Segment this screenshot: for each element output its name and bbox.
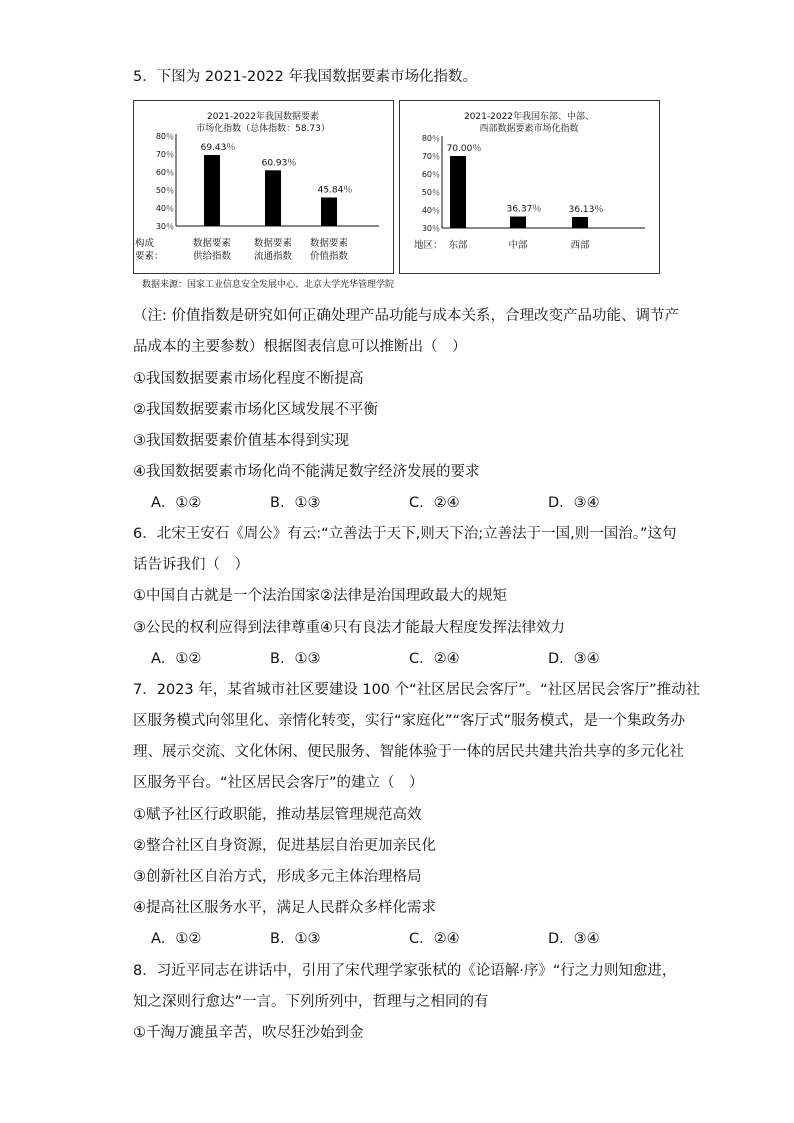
bar (510, 217, 526, 228)
bar-value-label: 45.84％ (317, 185, 353, 196)
category-label: 东部 (448, 240, 468, 251)
y-tick-label: 80％ (155, 132, 174, 141)
bar-value-label: 36.13％ (568, 204, 604, 215)
chart-title: 2021-2022年我国数据要素 (206, 112, 320, 122)
q5-option-d[interactable]: D．③④ (548, 495, 600, 511)
q6-items-line-1: ①中国自古就是一个法治国家②法律是治国理政最大的规矩 (133, 588, 507, 604)
q6-items-line-2: ③公民的权利应得到法律尊重④只有良法才能最大程度发挥法律效力 (133, 620, 565, 636)
q6-stem-line-2: 话告诉我们（ ） (133, 557, 249, 573)
q7-item-3: ③创新社区自治方式，形成多元主体治理格局 (133, 869, 422, 885)
chart-subtitle: 西部数据要素市场化指数 (479, 124, 579, 134)
y-tick-label: 30％ (421, 224, 440, 233)
category-label: 流通指数 (253, 251, 293, 262)
q7-stem-line-3: 理、展示交流、文化休闲、便民服务、智能体验于一体的居民共建共治共享的多元化社 (133, 744, 684, 760)
q7-option-d[interactable]: D．③④ (548, 931, 600, 947)
y-tick-label: 50％ (421, 188, 440, 197)
chart-subtitle: 市场化指数（总体指数：58.73） (196, 124, 330, 134)
y-tick-label: 70％ (155, 150, 174, 159)
q6-stem-line-1: 6．北宋王安石《周公》有云:“立善法于天下,则天下治;立善法于一国,则一国治。”这句 (133, 526, 677, 542)
category-label: 数据要素 (253, 238, 293, 249)
q5-option-b[interactable]: B．①③ (270, 495, 321, 511)
q6-option-b[interactable]: B．①③ (270, 651, 321, 667)
q7-item-1: ①赋予社区行政职能，推动基层管理规范高效 (133, 807, 422, 823)
bar-value-label: 60.93％ (261, 158, 297, 169)
bar (321, 197, 337, 226)
bar (450, 156, 466, 228)
q5-note-line-1: （注: 价值指数是研究如何正确处理产品功能与成本关系，合理改变产品功能、调节产 (133, 308, 679, 324)
q7-item-4: ④提高社区服务水平，满足人民群众多样化需求 (133, 900, 436, 916)
chart-source-note: 数据来源：国家工业信息安全发展中心、北京大学光华管理学院 (142, 280, 395, 290)
q7-stem-line-1: 7．2023 年，某省城市社区要建设 100 个“社区居民会客厅”。“社区居民会客厅”推动社 (133, 682, 701, 698)
q7-stem-line-4: 区服务平台。“社区居民会客厅”的建立（ ） (133, 775, 424, 791)
q6-option-c[interactable]: C．②④ (409, 651, 460, 667)
chart-regional-svg (400, 101, 659, 273)
y-tick-label: 30％ (155, 222, 174, 231)
bar-value-label: 70.00％ (446, 144, 482, 154)
category-label: 供给指数 (192, 251, 232, 262)
q8-item-1: ①千淘万漉虽辛苦，吹尽狂沙始到金 (133, 1025, 364, 1041)
category-axis-label: 要素： (135, 251, 164, 262)
y-tick-label: 80％ (421, 134, 440, 143)
q5-option-a[interactable]: A．①② (151, 495, 202, 511)
chart-national-svg (134, 101, 393, 273)
chart-national-index (133, 100, 394, 274)
q7-option-b[interactable]: B．①③ (270, 931, 321, 947)
bar-value-label: 36.37％ (506, 204, 542, 215)
y-tick-label: 70％ (421, 152, 440, 161)
q7-item-2: ②整合社区自身资源，促进基层自治更加亲民化 (133, 838, 436, 854)
q5-item-2: ②我国数据要素市场化区域发展不平衡 (133, 402, 378, 418)
bar-value-label: 69.43％ (200, 143, 236, 154)
y-tick-label: 40％ (155, 204, 174, 213)
bar (204, 155, 220, 226)
category-label: 西部 (570, 240, 590, 251)
category-axis-label: 构成 (135, 238, 155, 249)
bar (265, 170, 281, 226)
category-label: 价值指数 (309, 251, 349, 262)
q8-stem-line-1: 8．习近平同志在讲话中，引用了宋代理学家张栻的《论语解·序》“行之力则知愈进， (133, 963, 677, 979)
q5-item-1: ①我国数据要素市场化程度不断提高 (133, 371, 364, 387)
q8-stem-line-2: 知之深则行愈达”一言。下列所列中，哲理与之相同的有 (133, 994, 489, 1010)
category-label: 数据要素 (192, 238, 232, 249)
q5-item-3: ③我国数据要素价值基本得到实现 (133, 433, 349, 449)
category-label: 中部 (508, 240, 528, 251)
q5-stem: 5．下图为 2021-2022 年我国数据要素市场化指数。 (133, 69, 477, 85)
chart-title: 2021-2022年我国东部、中部、 (463, 112, 595, 122)
category-label: 数据要素 (309, 238, 349, 249)
q5-option-c[interactable]: C．②④ (409, 495, 460, 511)
q7-option-c[interactable]: C．②④ (409, 931, 460, 947)
bar (572, 217, 588, 228)
y-tick-label: 40％ (421, 206, 440, 215)
q6-option-a[interactable]: A．①② (151, 651, 202, 667)
q5-item-4: ④我国数据要素市场化尚不能满足数字经济发展的要求 (133, 464, 480, 480)
chart-regional-index (399, 100, 660, 274)
q7-stem-line-2: 区服务模式向邻里化、亲情化转变，实行“家庭化”“客厅式”服务模式，是一个集政务办 (133, 713, 686, 729)
q7-option-a[interactable]: A．①② (151, 931, 202, 947)
y-tick-label: 60％ (155, 168, 174, 177)
y-tick-label: 60％ (421, 170, 440, 179)
category-axis-label: 地区： (414, 240, 443, 251)
q6-option-d[interactable]: D．③④ (548, 651, 600, 667)
q5-note-line-2: 品成本的主要参数）根据图表信息可以推断出（ ） (133, 339, 467, 355)
y-tick-label: 50％ (155, 186, 174, 195)
